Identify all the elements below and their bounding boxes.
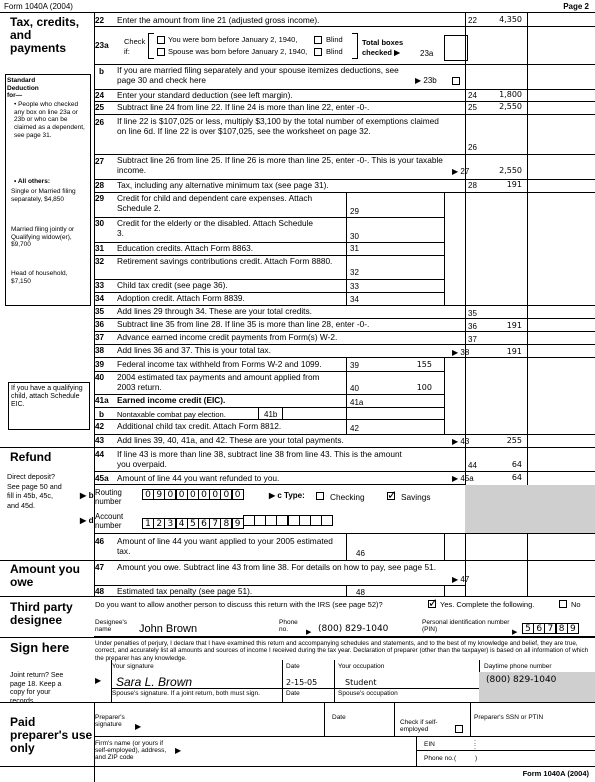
header-rule xyxy=(0,12,595,13)
signature-date-field[interactable]: 2-15-05 xyxy=(286,678,318,687)
line-34-num: 34 xyxy=(95,294,105,303)
line-46-ref: 46 xyxy=(356,549,365,558)
pin-digit[interactable]: 6 xyxy=(533,623,545,634)
line-43-num: 43 xyxy=(95,436,105,445)
line-46-text: Amount of line 44 you want applied to your 2005 estimated tax. xyxy=(117,536,333,556)
routing-number-digit[interactable]: 9 xyxy=(153,489,165,500)
line-37-num: 37 xyxy=(95,333,105,342)
line-31-num: 31 xyxy=(95,244,105,253)
page-number: Page 2 xyxy=(563,2,589,11)
form-footer-title: Form 1040A (2004) xyxy=(522,769,589,778)
paid-self-divider xyxy=(394,703,395,736)
line-40-amount[interactable]: 100 xyxy=(416,383,432,392)
designee-pin-label: Personal identification number (PIN) xyxy=(422,619,510,634)
line-36-ref: 36 xyxy=(468,322,477,331)
account-number-label: Account number xyxy=(95,512,124,530)
routing-number-digit[interactable]: 0 xyxy=(220,489,232,500)
account-number-digit[interactable] xyxy=(276,515,288,526)
sign-phone-divider xyxy=(479,660,480,672)
line-44-amount[interactable]: 64 xyxy=(511,460,522,469)
line-37-ref: 37 xyxy=(468,335,477,344)
account-number-digit[interactable]: 6 xyxy=(198,518,210,529)
sign-left-divider xyxy=(111,660,112,702)
line-37-text: Advance earned income credit payments from Form(s) W-2. xyxy=(117,332,338,342)
line-30-ref: 30 xyxy=(350,232,359,241)
line-34-text: Adoption credit. Attach Form 8839. xyxy=(117,293,245,303)
line-27-text: Subtract line 26 from line 25. If line 26 is more than line 25, enter -0-. This is your taxable income. xyxy=(117,155,443,175)
line-40-ref: 40 xyxy=(350,384,359,393)
section-refund-title: Refund xyxy=(10,450,52,464)
total-boxes-checked-field[interactable] xyxy=(444,35,468,61)
routing-number-digit[interactable]: 0 xyxy=(164,489,176,500)
born-before-spouse-checkbox[interactable] xyxy=(157,48,165,56)
line-29-ref: 29 xyxy=(350,207,359,216)
signature-line xyxy=(111,688,479,689)
line-26-text: If line 22 is $107,025 or less, multiply $3,100 by the total number of exemptions claimed on line 6d. If line 22 is over $107,025, see the worksheet on page 32. xyxy=(117,116,439,136)
account-number-digit[interactable]: 8 xyxy=(220,518,232,529)
line-30-num: 30 xyxy=(95,219,105,228)
self-employed-label: Check if self-employed xyxy=(400,719,438,734)
line-23a-bracket xyxy=(148,33,154,59)
preparer-signature-arrow: ▶ xyxy=(135,722,142,731)
line-29-text: Credit for child and dependent care expenses. Attach Schedule 2. xyxy=(117,193,313,213)
blind-you-checkbox[interactable] xyxy=(314,36,322,44)
third-party-yes-check-mark: ✓ xyxy=(428,596,439,610)
line-42-text: Additional child tax credit. Attach Form 8812. xyxy=(117,421,282,431)
line-47-ref: ▶ 47 xyxy=(452,575,470,584)
line-41a-text: Earned income credit (EIC). xyxy=(117,395,226,405)
line-41b-divider xyxy=(258,407,259,419)
line-45d-num: ▶ d xyxy=(80,516,94,525)
born-before-spouse-label: Spouse was born before January 2, 1940, xyxy=(168,47,308,56)
routing-number-digit[interactable]: 0 xyxy=(198,489,210,500)
line-39-ref: 39 xyxy=(350,361,359,370)
account-number-digit[interactable]: 9 xyxy=(232,518,244,529)
preparer-phone-paren: ( xyxy=(454,755,457,762)
footer-rule xyxy=(0,766,595,767)
your-signature-field[interactable]: Sara L. Brown xyxy=(116,675,193,689)
pin-digit[interactable]: 7 xyxy=(544,623,556,634)
line-36-num: 36 xyxy=(95,320,105,329)
preparer-phone-label: Phone no. xyxy=(424,755,454,762)
routing-number-field[interactable] xyxy=(142,489,243,500)
designee-name-label: Designee's name xyxy=(95,619,127,634)
line-22-ref: 22 xyxy=(468,16,477,25)
sign-rule xyxy=(0,637,595,638)
line-24-ref: 24 xyxy=(468,91,477,100)
line-32-text: Retirement savings contributions credit. Attach Form 8880. xyxy=(117,256,333,266)
blind-spouse-label: Blind xyxy=(326,47,343,56)
spouse-date-label: Date xyxy=(286,690,300,697)
account-number-digit[interactable] xyxy=(299,515,311,526)
pin-digit[interactable]: 9 xyxy=(567,623,579,634)
line-42-ref: 42 xyxy=(350,424,359,433)
designee-name-value[interactable]: John Brown xyxy=(139,623,198,635)
line-39-amount[interactable]: 155 xyxy=(416,360,432,369)
perjury-statement: Under penalties of perjury, I declare that I have examined this return and accompanying schedules and statements, and to the best of my knowledge and belief, they are true, correct, and accurately list all amounts and sources of income I received during the tax year. Declaration of preparer (other than the taxpayer) is based on all information of which the preparer has any knowledge. xyxy=(95,640,589,662)
line-41b-num: b xyxy=(99,410,105,419)
account-type-label: ▶ c Type: xyxy=(269,491,305,500)
line-23b-num: b xyxy=(99,67,105,76)
blind-spouse-checkbox[interactable] xyxy=(314,48,322,56)
savings-check-mark: ✓ xyxy=(387,488,398,502)
account-number-digit[interactable] xyxy=(265,515,277,526)
routing-number-digit[interactable]: 0 xyxy=(142,489,154,500)
inner-amount-column-rule xyxy=(444,192,445,305)
line-31-text: Education credits. Attach Form 8863. xyxy=(117,243,254,253)
line-44-ref: 44 xyxy=(468,461,477,470)
routing-number-digit[interactable]: 0 xyxy=(187,489,199,500)
section-paid-preparer-title: Paid preparer's use only xyxy=(10,715,93,755)
line-45a-amount[interactable]: 64 xyxy=(511,473,522,482)
line-33-num: 33 xyxy=(95,281,105,290)
line-38-num: 38 xyxy=(95,346,105,355)
line-41b-ref: 41b xyxy=(264,410,278,419)
third-party-no-label: No xyxy=(571,600,581,609)
direct-deposit-note: Direct deposit? See page 50 and fill in 45b, 45c, and 45d. xyxy=(7,472,62,510)
pin-digit[interactable]: 5 xyxy=(522,623,534,634)
line-23b-text: If you are married filing separately and your spouse itemizes deductions, see page 30 and check here xyxy=(117,65,399,85)
line-25-ref: 25 xyxy=(468,103,477,112)
line-35-ref: 35 xyxy=(468,309,477,318)
designee-phone-value[interactable]: (800) 829-1040 xyxy=(318,624,389,634)
preparer-phone-paren-close: ) xyxy=(475,755,478,762)
line-43-amount[interactable]: 255 xyxy=(506,436,522,445)
spouse-itemizes-checkbox[interactable] xyxy=(452,77,460,85)
daytime-phone-label: Daytime phone number xyxy=(484,663,552,670)
account-number-digit[interactable]: 3 xyxy=(164,518,176,529)
sign-date-divider xyxy=(282,660,283,702)
blind-you-label: Blind xyxy=(326,35,343,44)
line-24-text: Enter your standard deduction (see left margin). xyxy=(117,90,293,100)
joint-return-note: Joint return? See page 18. Keep a copy for your records. xyxy=(10,672,64,705)
signature-arrow: ▶ xyxy=(95,676,102,685)
line-26-num: 26 xyxy=(95,118,105,127)
your-signature-label: Your signature xyxy=(112,663,154,670)
line-35-num: 35 xyxy=(95,307,105,316)
line-38-text: Add lines 36 and 37. This is your total tax. xyxy=(117,345,271,355)
line-28-amount[interactable]: 191 xyxy=(506,180,522,189)
line-48-ref: 48 xyxy=(356,588,365,597)
account-number-digit[interactable]: 7 xyxy=(209,518,221,529)
line-33-text: Child tax credit (see page 36). xyxy=(117,280,228,290)
owe-rule xyxy=(0,560,595,561)
account-number-digit[interactable]: 5 xyxy=(187,518,199,529)
line-42-num: 42 xyxy=(95,422,105,431)
line-22-text: Enter the amount from line 21 (adjusted gross income). xyxy=(117,15,320,25)
line-22-amount[interactable]: 4,350 xyxy=(499,15,522,24)
line-28-text: Tax, including any alternative minimum tax (see page 31). xyxy=(117,180,329,190)
ein-separator: : : xyxy=(474,739,476,751)
spouse-signature-label: Spouse's signature. If a joint return, both must sign. xyxy=(112,690,260,697)
line-25-text: Subtract line 24 from line 22. If line 24 is more than line 22, enter -0-. xyxy=(117,102,370,112)
designee-phone-arrow: ▶ xyxy=(306,629,312,636)
designee-phone-label: Phone no. xyxy=(279,619,298,634)
std-deduction-title: Standard Deduction for— xyxy=(7,77,39,100)
paid-middle-rule xyxy=(94,736,595,737)
designee-pin-arrow: ▶ xyxy=(512,629,518,636)
line-46-ref-rule xyxy=(346,533,347,560)
line-46-num: 46 xyxy=(95,537,105,546)
line-46-amount-rule xyxy=(444,533,445,560)
your-occupation-label: Your occupation xyxy=(338,663,385,670)
line-47-text: Amount you owe. Subtract line 43 from line 38. For details on how to pay, see page 51. xyxy=(117,562,437,572)
line-48-num: 48 xyxy=(95,587,105,596)
savings-label: Savings xyxy=(401,492,431,502)
line-28-ref: 28 xyxy=(468,181,477,190)
line-48-amount-rule xyxy=(444,585,445,596)
line-27-num: 27 xyxy=(95,157,105,166)
routing-number-digit[interactable]: 0 xyxy=(209,489,221,500)
line-38-amount[interactable]: 191 xyxy=(506,347,522,356)
firm-name-label: Firm's name (or yours if self-employed), address, and ZIP code xyxy=(95,740,167,762)
line-23a-check-label: Check if: xyxy=(124,37,146,56)
line-26-ref: 26 xyxy=(468,143,477,152)
preparer-signature-label: Preparer's signature xyxy=(95,714,125,729)
pin-digit[interactable]: 8 xyxy=(556,623,568,634)
line-24-num: 24 xyxy=(95,91,105,100)
line-28-num: 28 xyxy=(95,181,105,190)
line-41a-num: 41a xyxy=(95,396,109,405)
designee-pin-field[interactable] xyxy=(522,623,578,634)
line-44-text: If line 43 is more than line 38, subtract line 38 from line 43. This is the amount you overpaid. xyxy=(117,449,402,469)
line-35-text: Add lines 29 through 34. These are your total credits. xyxy=(117,306,312,316)
signature-date-label: Date xyxy=(286,663,300,670)
line-44-num: 44 xyxy=(95,450,105,459)
line-39-text: Federal income tax withheld from Forms W-2 and 1099. xyxy=(117,359,322,369)
line-27-amount[interactable]: 2,550 xyxy=(499,166,522,175)
payments-amount-column-rule xyxy=(444,357,445,435)
self-employed-checkbox[interactable] xyxy=(455,725,463,733)
line-30-text: Credit for the elderly or the disabled. Attach Schedule 3. xyxy=(117,218,314,238)
sign-occupation-divider xyxy=(334,660,335,702)
line-33-ref: 33 xyxy=(350,282,359,291)
refund-rule xyxy=(0,447,595,448)
line-41b-field-divider xyxy=(282,407,283,419)
account-number-digit[interactable] xyxy=(288,515,300,526)
payments-ref-column-rule xyxy=(346,357,347,435)
born-before-you-checkbox[interactable] xyxy=(157,36,165,44)
checking-label: Checking xyxy=(330,492,365,502)
line-39-num: 39 xyxy=(95,360,105,369)
third-party-yes-label: Yes. Complete the following. xyxy=(440,600,535,609)
line-22-num: 22 xyxy=(95,16,105,25)
line-34-ref: 34 xyxy=(350,295,359,304)
line-24-amount[interactable]: 1,800 xyxy=(499,90,522,99)
line-23a-ref: 23a xyxy=(420,49,434,58)
paid-ssn-divider xyxy=(470,703,471,736)
account-number-digit[interactable]: 4 xyxy=(176,518,188,529)
line-41b-text: Nontaxable combat pay election. xyxy=(117,410,226,419)
account-number-digit[interactable]: 2 xyxy=(153,518,165,529)
section-sign-title: Sign here xyxy=(10,640,70,655)
third-party-rule xyxy=(0,596,595,597)
routing-number-digit[interactable]: 0 xyxy=(232,489,244,500)
std-deduction-item-3: Single or Married filing separately, $4,850 xyxy=(11,188,76,203)
line-43-ref: ▶ 43 xyxy=(452,437,470,446)
std-deduction-item-4: Married filing jointly or Qualifying widow(er), $9,700 xyxy=(11,226,75,249)
section-tax-title: Tax, credits, and payments xyxy=(10,15,80,55)
inner-ref-column-rule xyxy=(346,192,347,305)
line-32-num: 32 xyxy=(95,257,105,266)
line-43-text: Add lines 39, 40, 41a, and 42. These are your total payments. xyxy=(117,435,344,445)
line-45a-text: Amount of line 44 you want refunded to you. xyxy=(117,473,280,483)
line-40-text: 2004 estimated tax payments and amount applied from 2003 return. xyxy=(117,372,320,392)
line-23a-num: 23a xyxy=(95,41,109,50)
ein-label: EIN xyxy=(424,741,435,748)
paid-ein-divider xyxy=(416,736,417,766)
line-48-ref-rule xyxy=(346,585,347,596)
section-third-party-title: Third party designee xyxy=(10,600,73,627)
line-23b-ref: ▶ 23b xyxy=(415,76,437,85)
preparer-date-label: Date xyxy=(332,714,346,721)
account-number-digit[interactable] xyxy=(310,515,322,526)
line-41a-ref: 41a xyxy=(350,398,364,407)
line-29-num: 29 xyxy=(95,194,105,203)
preparer-ssn-label: Preparer's SSN or PTIN xyxy=(474,714,544,721)
line-45b-num: ▶ b xyxy=(80,491,94,500)
checking-checkbox[interactable] xyxy=(316,492,324,500)
form-header-title: Form 1040A (2004) xyxy=(4,2,73,11)
paid-date-divider xyxy=(324,703,325,736)
account-number-digit[interactable] xyxy=(321,515,333,526)
line-48-text: Estimated tax penalty (see page 51). xyxy=(117,586,253,596)
routing-number-label: Routing number xyxy=(95,488,122,506)
ein-bottom-rule xyxy=(416,750,595,751)
line-25-num: 25 xyxy=(95,103,105,112)
firm-name-arrow: ▶ xyxy=(175,746,182,755)
spouse-occupation-label: Spouse's occupation xyxy=(338,690,398,697)
third-party-no-checkbox[interactable] xyxy=(559,600,567,608)
routing-number-digit[interactable]: 0 xyxy=(176,489,188,500)
line-36-amount[interactable]: 191 xyxy=(506,321,522,330)
std-deduction-item-5: Head of household, $7,150 xyxy=(11,270,68,285)
line-25-amount[interactable]: 2,550 xyxy=(499,102,522,111)
third-party-question: Do you want to allow another person to discuss this return with the IRS (see page 52)? xyxy=(95,600,383,609)
line-45a-ref: ▶ 45a xyxy=(452,474,474,483)
account-number-digit[interactable] xyxy=(254,515,266,526)
paid-preparer-rule xyxy=(0,702,595,703)
line-38-ref: ▶ 38 xyxy=(452,348,470,357)
line-40-num: 40 xyxy=(95,373,105,382)
daytime-phone-field[interactable]: (800) 829-1040 xyxy=(486,675,557,685)
line-32-ref: 32 xyxy=(350,268,359,277)
total-boxes-label: Total boxes checked ▶ xyxy=(362,38,404,57)
shaded-direct-deposit-area xyxy=(465,485,595,533)
account-number-digit[interactable]: 1 xyxy=(142,518,154,529)
line-47-num: 47 xyxy=(95,563,105,572)
line-45a-num: 45a xyxy=(95,474,109,483)
account-number-digit[interactable] xyxy=(243,515,255,526)
std-deduction-item-1: • People who checked any box on line 23a or 23b or who can be claimed as a dependent, see page 31. xyxy=(14,101,85,139)
line-23a-bracket-right xyxy=(352,33,358,59)
eic-note: If you have a qualifying child, attach Schedule EIC. xyxy=(11,385,83,409)
your-occupation-field[interactable]: Student xyxy=(345,678,377,687)
born-before-you-label: You were born before January 2, 1940, xyxy=(168,35,298,44)
line-31-ref: 31 xyxy=(350,244,359,253)
account-number-field[interactable] xyxy=(142,515,332,529)
std-deduction-item-2: • All others: xyxy=(14,178,50,185)
line-27-ref: ▶ 27 xyxy=(452,167,470,176)
line-36-text: Subtract line 35 from line 28. If line 35 is more than line 28, enter -0-. xyxy=(117,319,370,329)
section-owe-title: Amount you owe xyxy=(10,562,80,589)
